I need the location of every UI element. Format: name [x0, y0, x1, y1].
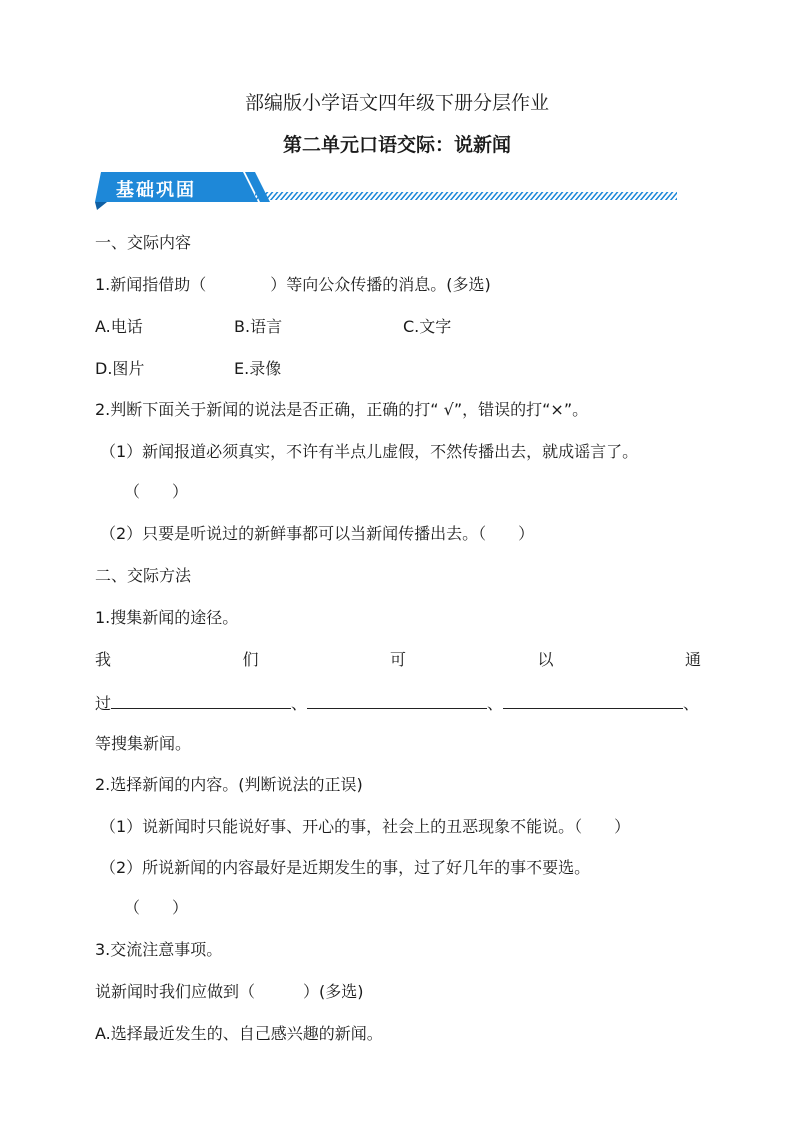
blank-1[interactable] [111, 692, 291, 709]
q2-item1-answer: （ ） [124, 482, 189, 501]
option-e: E.录像 [234, 359, 282, 378]
option-a: A.电话 [95, 317, 143, 336]
document-title: 部编版小学语文四年级下册分层作业 [244, 92, 549, 114]
fill-prefix: 过 [95, 694, 112, 713]
fill-tail: 等搜集新闻。 [95, 734, 192, 753]
spread-char: 们 [242, 650, 259, 669]
s2-q1-text: 1.搜集新闻的途径。 [95, 608, 239, 627]
fill-sep: 、 [291, 694, 308, 713]
fill-line [95, 692, 699, 714]
q2-item1: （1）新闻报道必须真实，不许有半点儿虚假，不然传播出去，就成谣言了。 [100, 442, 639, 461]
s2-q2-item2: （2）所说新闻的内容最好是近期发生的事，过了好几年的事不要选。 [100, 858, 591, 877]
spread-char: 以 [537, 650, 554, 669]
banner-hatch-line [255, 192, 677, 200]
s2-q2-item1: （1）说新闻时只能说好事、开心的事，社会上的丑恶现象不能说。（ ） [100, 817, 631, 836]
spread-char: 我 [95, 650, 112, 669]
document-subtitle: 第二单元口语交际：说新闻 [282, 134, 511, 156]
option-c: C.文字 [403, 317, 452, 336]
fill-sep: 、 [487, 694, 504, 713]
banner-label: 基础巩固 [116, 180, 196, 201]
s2-q3-text: 3.交流注意事项。 [95, 940, 223, 959]
s2-q2-text: 2.选择新闻的内容。(判断说法的正误) [95, 775, 363, 794]
option-d: D.图片 [95, 359, 145, 378]
spread-sentence [95, 650, 701, 670]
section1-heading: 一、交际内容 [95, 233, 192, 252]
banner-fold [95, 202, 107, 210]
q2-text: 2.判断下面关于新闻的说法是否正确，正确的打“ √”，错误的打“×”。 [95, 400, 589, 419]
spread-char: 通 [684, 650, 701, 669]
q1-text: 1.新闻指借助（ ）等向公众传播的消息。(多选) [95, 275, 491, 294]
section2-heading: 二、交际方法 [95, 566, 192, 585]
q2-item2: （2）只要是听说过的新鲜事都可以当新闻传播出去。（ ） [100, 524, 535, 543]
fill-sep: 、 [683, 694, 700, 713]
s2-q3-option-a: A.选择最近发生的、自己感兴趣的新闻。 [95, 1024, 383, 1043]
blank-2[interactable] [307, 692, 487, 709]
s2-q3-prompt: 说新闻时我们应做到（ ）(多选) [95, 982, 364, 1001]
s2-q2-item2-answer: （ ） [124, 898, 189, 917]
blank-3[interactable] [503, 692, 683, 709]
spread-char: 可 [389, 650, 406, 669]
option-b: B.语言 [234, 317, 283, 336]
